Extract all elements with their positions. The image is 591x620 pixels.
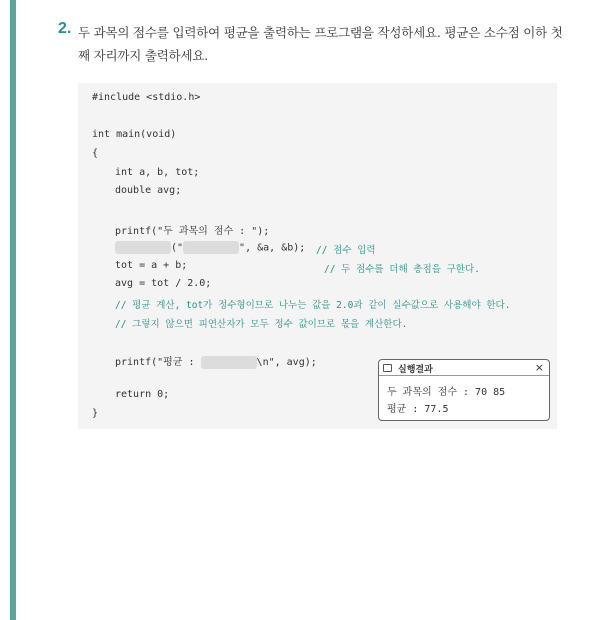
code-printf-avg xyxy=(115,353,317,369)
code-scanf-open: (" xyxy=(171,242,184,254)
code-printf-avg-close: \n", avg); xyxy=(256,357,317,368)
code-main: int main(void) xyxy=(92,129,177,140)
code-avg-stmt: avg = tot / 2.0; xyxy=(115,278,212,289)
code-close-brace: } xyxy=(92,408,99,419)
console-icon xyxy=(383,364,392,372)
comment-avg-2: // 그렇지 않으면 피연산자가 모두 정수 값이므로 몫을 계산한다. xyxy=(115,319,408,330)
code-tot-stmt: tot = a + b; xyxy=(115,260,188,271)
result-output-line-1: 두 과목의 점수 : 70 85 xyxy=(387,387,506,398)
result-header xyxy=(379,360,549,376)
close-icon[interactable]: × xyxy=(534,361,544,374)
code-decl-int: int a, b, tot; xyxy=(115,167,200,178)
code-open-brace: { xyxy=(92,148,99,159)
result-output-line-2: 평균 : 77.5 xyxy=(387,404,449,415)
result-title: 실행결과 xyxy=(398,365,433,375)
question-text: 두 과목의 점수를 입력하여 평균을 출력하는 프로그램을 작성하세요. 평균은 소수점 이하 첫째 자리까지 출력하세요. xyxy=(78,25,563,63)
code-printf-prompt: printf("두 과목의 점수 : "); xyxy=(115,226,270,237)
blank-scanf-format xyxy=(183,241,239,254)
code-scanf-line xyxy=(115,241,305,254)
question-number: 2. xyxy=(58,20,72,37)
code-return: return 0; xyxy=(115,389,170,400)
blank-printf-format xyxy=(201,356,257,369)
execution-result-window xyxy=(378,359,550,421)
code-scanf-close: ", &a, &b); xyxy=(239,242,306,254)
code-decl-double: double avg; xyxy=(115,185,182,196)
comment-scanf: // 점수 입력 xyxy=(316,245,376,256)
code-include: #include <stdio.h> xyxy=(92,92,201,103)
page-side-bar xyxy=(10,0,16,620)
comment-tot: // 두 점수를 더해 총점을 구한다. xyxy=(324,264,480,275)
comment-avg-1: // 평균 계산, tot가 정수형이므로 나누는 값을 2.0과 같이 실수값으로 사용해야 한다. xyxy=(115,300,511,311)
blank-scanf-function xyxy=(115,241,171,254)
code-printf-avg-open: printf("평균 : xyxy=(115,357,201,368)
